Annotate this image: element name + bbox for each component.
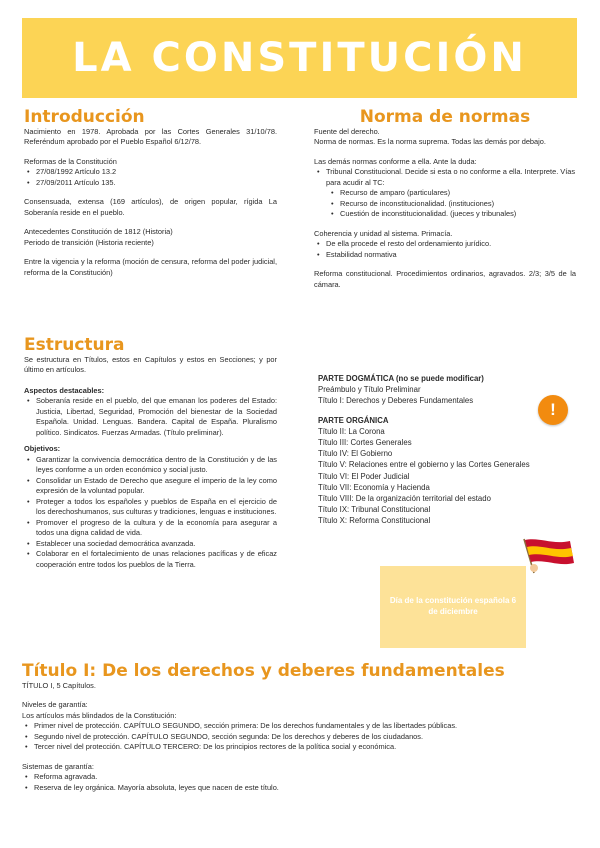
intro-heading: Introducción xyxy=(24,107,145,127)
partes-section xyxy=(318,373,578,526)
dogmatica-item: Preámbulo y Título Preliminar xyxy=(318,385,421,395)
list-item: • Reserva de ley orgánica. Mayoría absoluta, leyes que nacen de este título. xyxy=(22,783,578,794)
list-item: • Recurso de inconstitucionalidad. (instituciones) xyxy=(328,199,576,210)
intro-text: Nacimiento en 1978. Aprobada por las Cortes Generales 31/10/78. Referéndum aprobado por el Pueblo Español 6/12/78. xyxy=(24,126,277,147)
organica-item: Título IV: El Gobierno xyxy=(318,449,393,459)
sistemas-list xyxy=(22,772,578,793)
titulo1-heading: Título I: De los derechos y deberes fundamentales xyxy=(22,661,505,681)
list-item: • Garantizar la convivencia democrática dentro de la Constitución y de las leyes conforme a un orden económico y social justo. xyxy=(24,455,277,476)
niveles-title: Niveles de garantía: xyxy=(22,700,88,710)
organica-item: Título VII: Economía y Hacienda xyxy=(318,482,430,492)
tribunal-list xyxy=(314,167,576,188)
vigencia-text: Entre la vigencia y la reforma (moción de censura, reforma del poder judicial, reforma de la Constitución) xyxy=(24,257,277,277)
aspectos-title: Aspectos destacables: xyxy=(24,385,105,395)
list-item: • De ella procede el resto del ordenamiento jurídico. xyxy=(314,239,576,250)
list-item: • Colaborar en el fortalecimiento de unas relaciones pacíficas y de eficaz cooperación entre todos los pueblos de la Tierra. xyxy=(24,549,277,570)
capitulos-text: TÍTULO I, 5 Capítulos. xyxy=(22,680,96,690)
page-title: LA CONSTITUCIÓN xyxy=(72,34,527,81)
reforma-text: Reforma constitucional. Procedimientos ordinarios, agravados. 2/3; 3/5 de la cámara. xyxy=(314,269,576,289)
list-item: • Consolidar un Estado de Derecho que asegure el imperio de la ley como expresión de la voluntad popular. xyxy=(24,476,277,497)
list-item: • Recurso de amparo (particulares) xyxy=(328,188,576,199)
exclamation-icon: ! xyxy=(538,395,568,425)
blindados-text: Los artículos más blindados de la Constitución: xyxy=(22,710,177,720)
list-item: • Reforma agravada. xyxy=(22,772,578,783)
organica-item: Título III: Cortes Generales xyxy=(318,438,412,448)
consensuada-text: Consensuada, extensa (169 artículos), de origen popular, rígida La Soberanía reside en el pueblo. xyxy=(24,197,277,217)
organica-item: Título V: Relaciones entre el gobierno y las Cortes Generales xyxy=(318,460,530,470)
objetivos-list xyxy=(24,455,277,571)
fuente-text: Fuente del derecho. xyxy=(314,126,380,136)
title-banner xyxy=(22,18,577,98)
list-item: • Tribunal Constitucional. Decide si esta o no conforme a ella. Interprete. Vías para acudir al TC: xyxy=(314,167,576,188)
list-item: • Estabilidad normativa xyxy=(314,250,576,261)
organica-item: Título IX: Tribunal Constitucional xyxy=(318,504,431,514)
list-item: • 27/08/1992 Artículo 13.2 xyxy=(24,167,277,178)
list-item: • Proteger a todos los españoles y pueblos de España en el ejercicio de los derechoshumanos, sus culturas y tradiciones, lenguas e instituciones. xyxy=(24,497,277,518)
organica-item: Título X: Reforma Constitucional xyxy=(318,515,431,525)
coherencia-text: Coherencia y unidad al sistema. Primacía. xyxy=(314,228,453,238)
transicion-text: Periodo de transición (Historia reciente) xyxy=(24,237,154,247)
titulo1-section xyxy=(22,662,578,793)
organica-item: Título VIII: De la organización territorial del estado xyxy=(318,493,491,503)
list-item: • Cuestión de inconstitucionalidad. (jueces y tribunales) xyxy=(328,209,576,220)
conforme-text: Las demás normas conforme a ella. Ante la duda: xyxy=(314,156,477,166)
objetivos-title: Objetivos: xyxy=(24,444,61,454)
estructura-heading: Estructura xyxy=(24,335,125,355)
list-item: • Soberanía reside en el pueblo, del que emanan los poderes del Estado: Justicia, Libertad, Seguridad, Promoción del bienestar de la Sociedad Española. Unidad. Lenguas. Bandera. Capital de España. Pluralismo político. Sindicatos. Fuerzas Armadas. (Título preliminar). xyxy=(24,396,277,438)
sistemas-title: Sistemas de garantía: xyxy=(22,761,94,771)
list-item: • Tercer nivel del protección. CAPÍTULO TERCERO: De los principios rectores de la política social y económica. xyxy=(22,742,578,753)
list-item: • 27/09/2011 Artículo 135. xyxy=(24,178,277,189)
organica-item: Título II: La Corona xyxy=(318,427,385,437)
coherencia-list xyxy=(314,239,576,260)
estructura-section xyxy=(24,336,277,570)
list-item: • Primer nivel de protección. CAPÍTULO SEGUNDO, sección primera: De los derechos fundamentales y de las libertades públicas. xyxy=(22,721,578,732)
list-item: • Establecer una sociedad democrática avanzada. xyxy=(24,539,277,550)
niveles-list xyxy=(22,721,578,753)
aspectos-list xyxy=(24,396,277,438)
norma-section xyxy=(314,108,576,290)
note-box: Día de la constitución española 6 de diciembre xyxy=(380,566,526,648)
dogmatica-item: Título I: Derechos y Deberes Fundamentales xyxy=(318,396,474,406)
intro-section xyxy=(24,108,277,278)
suprema-text: Norma de normas. Es la norma suprema. Todas las demás por debajo. xyxy=(314,137,546,147)
norma-heading: Norma de normas xyxy=(359,107,531,127)
organica-item: Título VI: El Poder Judicial xyxy=(318,471,410,481)
reformas-list xyxy=(24,167,277,188)
dogmatica-title: PARTE DOGMÁTICA (no se puede modificar) xyxy=(318,374,484,383)
antecedentes-text: Antecedentes Constitución de 1812 (Historia) xyxy=(24,227,173,237)
list-item: • Promover el progreso de la cultura y de la economía para asegurar a todos una digna calidad de vida. xyxy=(24,518,277,539)
list-item: • Segundo nivel de protección. CAPÍTULO SEGUNDO, sección segunda: De los derechos y deberes de los ciudadanos. xyxy=(22,732,578,743)
reformas-title: Reformas de la Constitución xyxy=(24,156,117,166)
vias-list xyxy=(328,188,576,220)
estructura-intro: Se estructura en Títulos, estos en Capítulos y estos en Secciones; y por último en artículos. xyxy=(24,354,277,375)
organica-title: PARTE ORGÁNICA xyxy=(318,416,389,426)
